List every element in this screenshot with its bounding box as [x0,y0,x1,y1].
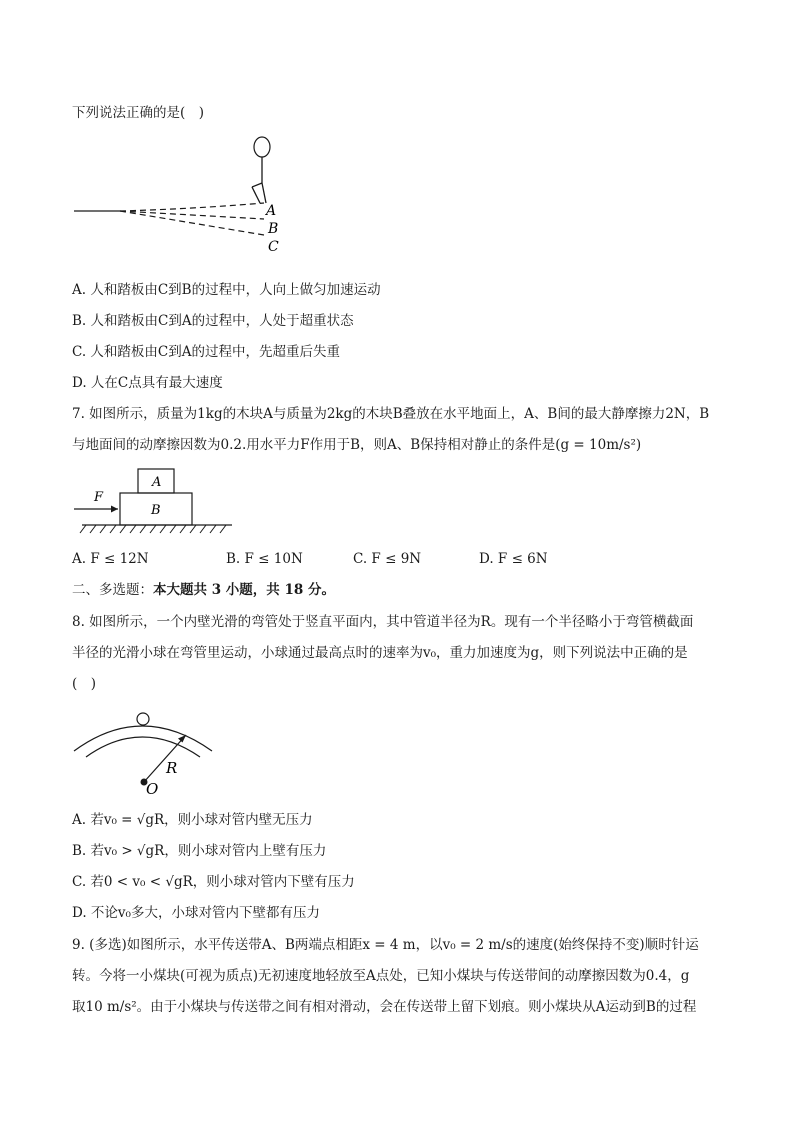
section2-heading [72,580,335,600]
q9-stem-line2: 转。今将一小煤块(可视为质点)无初速度地轻放至A点处，已知小煤块与传送带间的动摩擦因数为0.4，g [72,968,690,984]
q8-option-c: C. 若0 < v₀ < √gR，则小球对管内下壁有压力 [72,874,355,890]
q6-label-c: C [268,239,279,255]
q7-stem-line2: 与地面间的动摩擦因数为0.2.用水平力F作用于B，则A、B保持相对静止的条件是(g = 10m/s²) [72,437,642,453]
q6-option-c: C. 人和踏板由C到A的过程中，先超重后失重 [72,344,341,360]
q8-label-r: R [166,759,178,777]
q7-option-b: B. F ≤ 10N [226,551,303,567]
q6-label-a: A [266,203,277,219]
q8-option-d: D. 不论v₀多大，小球对管内下壁都有压力 [72,905,320,921]
q6-label-b: B [268,221,279,237]
q8-bent-pipe-figure [72,705,222,797]
q6-option-d: D. 人在C点具有最大速度 [72,375,223,391]
q9-stem-line1: 9. (多选)如图所示，水平传送带A、B两端点相距x = 4 m，以v₀ = 2 m/s的速度(始终保持不变)顺时针运 [72,937,699,953]
q7-label-b: B [151,503,161,518]
q8-stem-line1: 8. 如图所示，一个内壁光滑的弯管处于竖直平面内，其中管道半径为R。现有一个半径略小于弯管横截面 [72,614,694,630]
q7-option-a: A. F ≤ 12N [72,551,149,567]
q9-stem-line3: 取10 m/s²。由于小煤块与传送带之间有相对滑动，会在传送带上留下划痕。则小煤块从A运动到B的过程 [72,999,697,1015]
q8-option-b: B. 若v₀ > √gR，则小球对管内上壁有压力 [72,843,327,859]
q6-springboard-figure [72,135,292,260]
q8-stem-line3: ( ) [72,676,97,692]
q8-stem-line2: 半径的光滑小球在弯管里运动，小球通过最高点时的速率为v₀，重力加速度为g，则下列说法中正确的是 [72,645,688,661]
q7-blocks-figure [72,465,242,540]
q6-option-a: A. 人和踏板由C到B的过程中，人向上做匀加速运动 [72,282,381,298]
q8-label-o: O [146,780,159,797]
q8-option-a: A. 若v₀ = √gR，则小球对管内壁无压力 [72,812,313,828]
q6-option-b: B. 人和踏板由C到A的过程中，人处于超重状态 [72,313,354,329]
section2-heading-prefix: 二、多选题： [72,582,153,598]
q7-option-d: D. F ≤ 6N [479,551,548,567]
q7-option-c: C. F ≤ 9N [353,551,422,567]
q7-label-f: F [94,490,104,505]
q7-stem-line1: 7. 如图所示，质量为1kg的木块A与质量为2kg的木块B叠放在水平地面上，A、B间的最大静摩擦力2N，B [72,406,710,422]
q7-label-a: A [152,475,162,490]
section2-heading-detail: 本大题共 3 小题，共 18 分。 [153,582,335,598]
q6-stem-tail: 下列说法正确的是( ) [72,105,205,121]
